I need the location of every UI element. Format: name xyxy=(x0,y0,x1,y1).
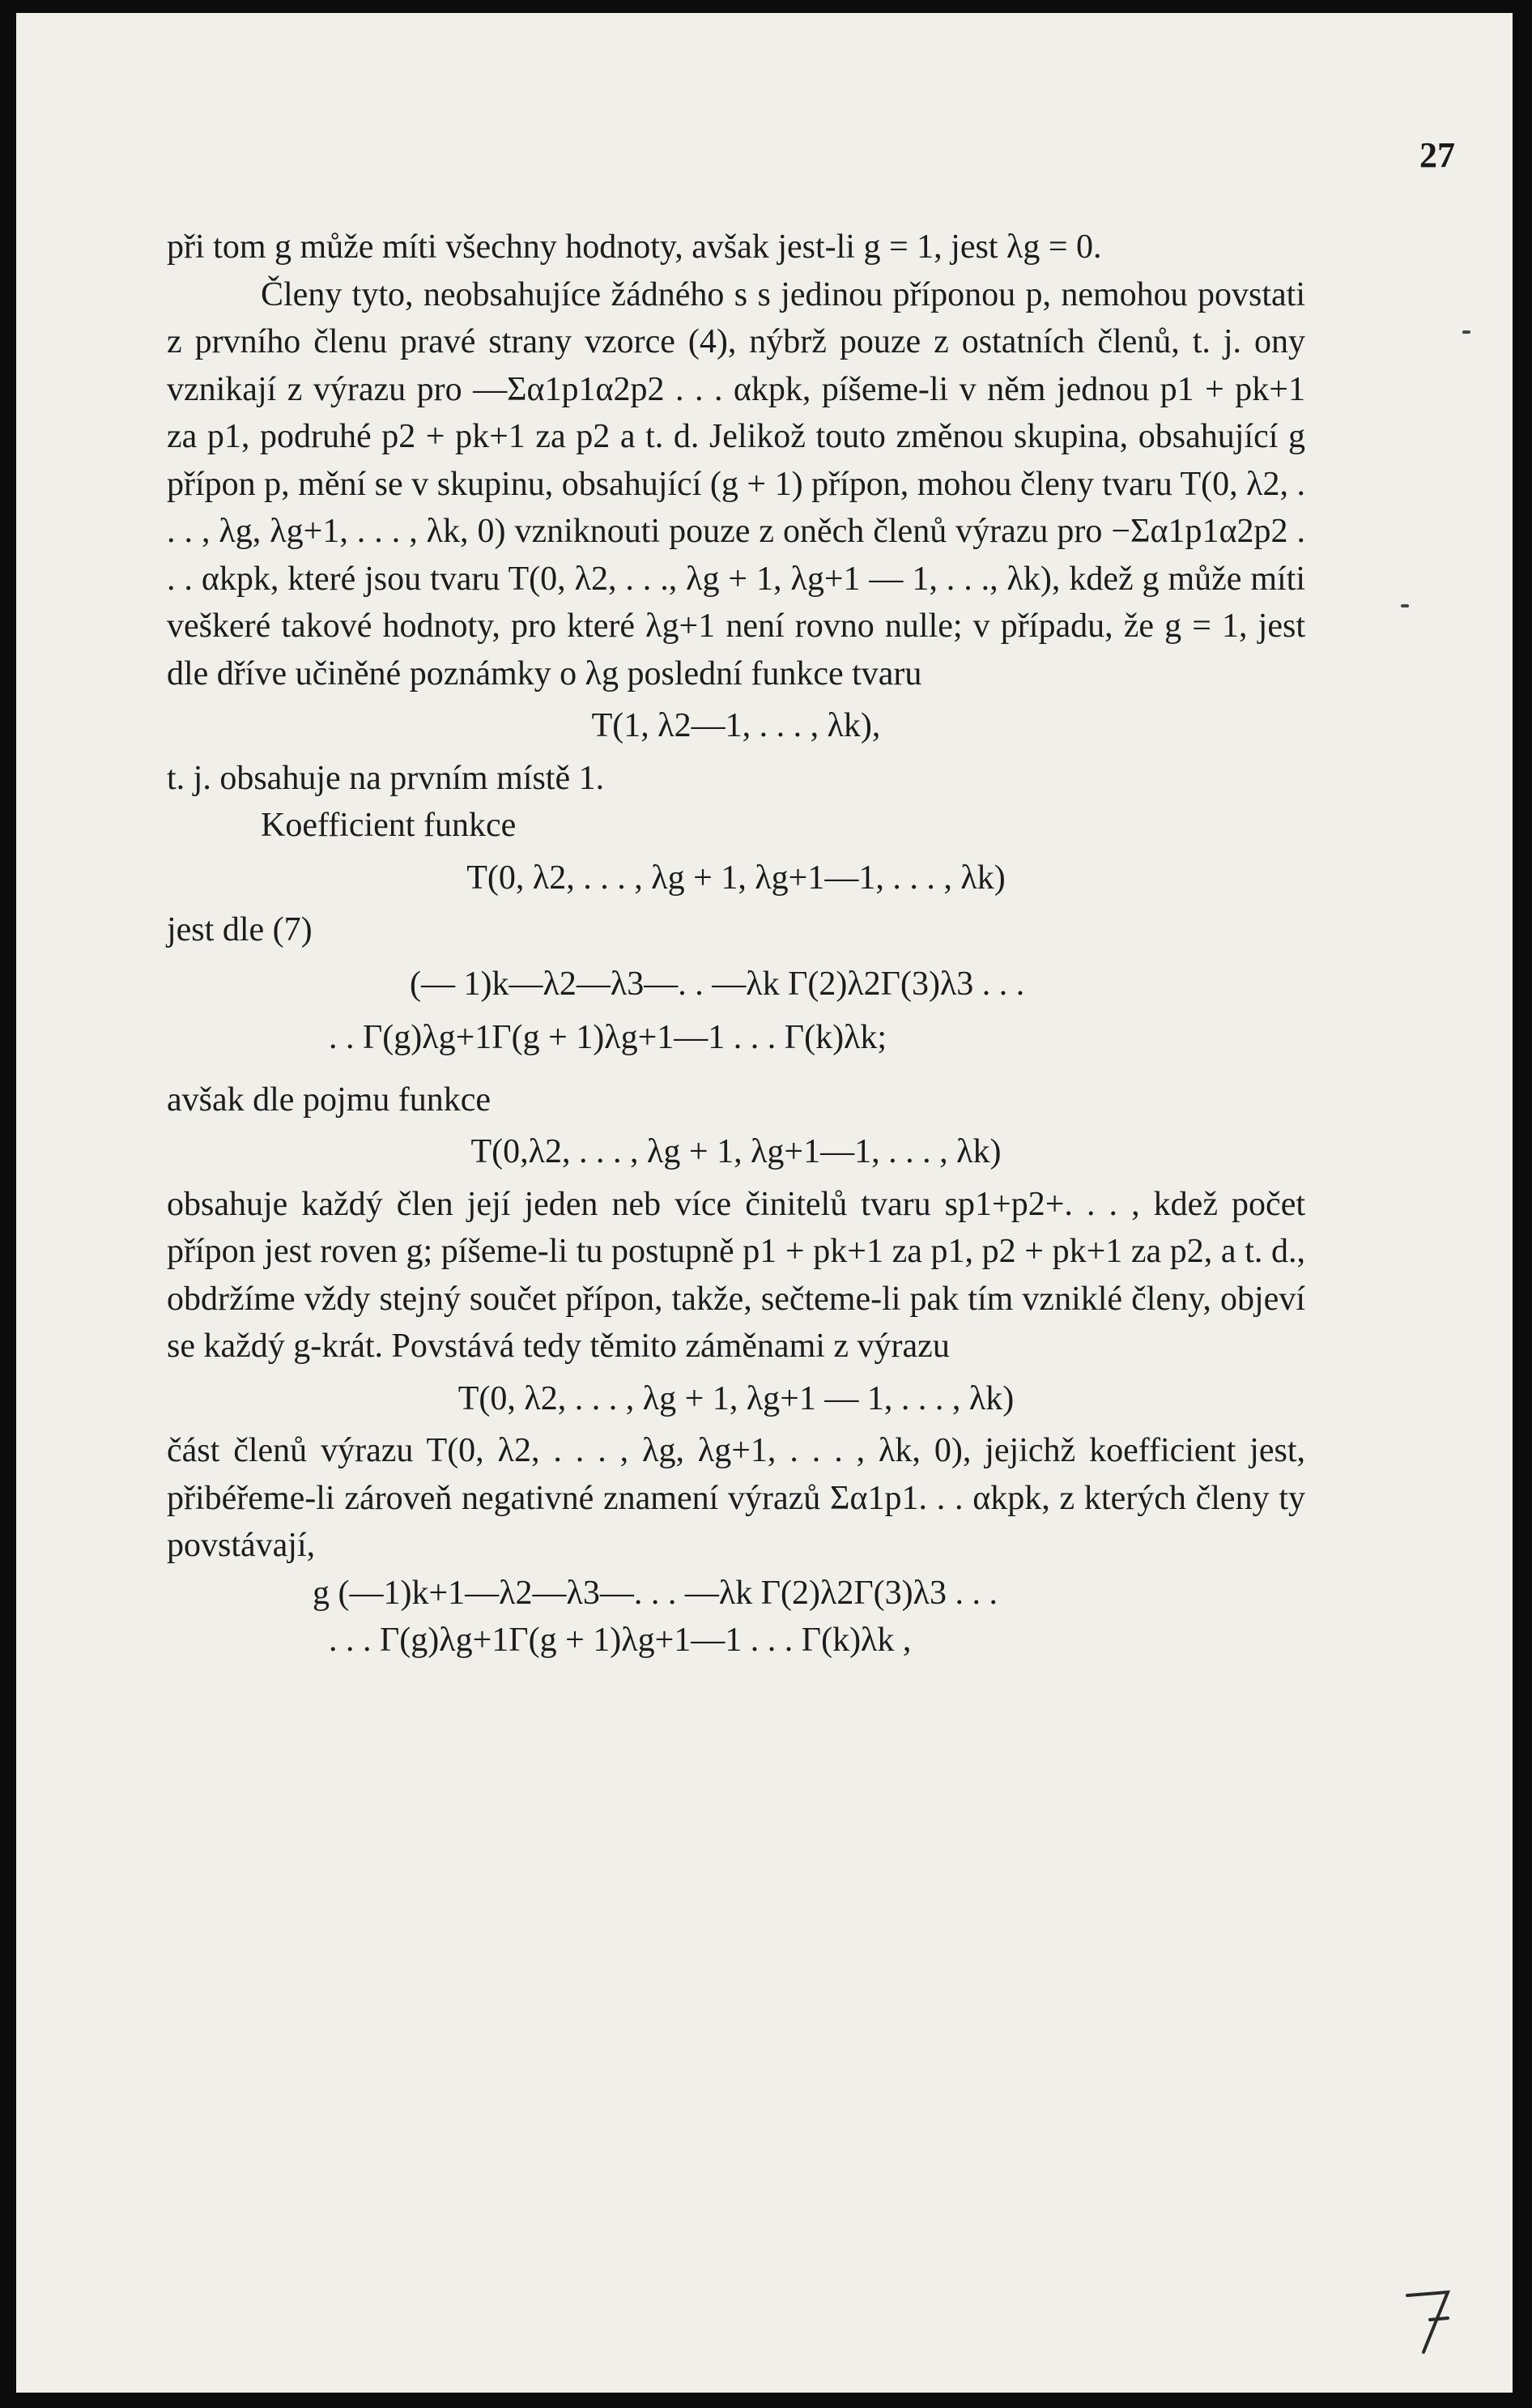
formula: T(0, λ2, . . . , λg + 1, λg+1 — 1, . . . , λk) xyxy=(457,1379,1015,1417)
formula: (— 1)k—λ2—λ3—. . —λk Γ(2)λ2Γ(3)λ3 . . . xyxy=(410,965,1025,1003)
pencil-scribble-icon xyxy=(1391,2271,1464,2360)
paragraph: obsahuje každý člen její jeden neb více činitelů tvaru sp1+p2+. . . , kdež počet přípon jest roven g; píšeme-li tu postupně p1 + pk+1 za p1, p2 + pk+1 za p2, a t. d., obdržíme vždy stejný součet přípon, takže, sečteme-li pak tím vzniklé členy, objeví se každý g-krát. Povstává tedy těmito záměnami z výrazu xyxy=(167,1185,1305,1365)
text-line: jest dle (7) xyxy=(167,911,313,948)
speck-mark xyxy=(1462,330,1470,334)
formula: T(1, λ2—1, . . . , λk), xyxy=(591,707,881,744)
formula: T(0,λ2, . . . , λg + 1, λg+1—1, . . . , λk) xyxy=(470,1133,1002,1170)
formula: T(0, λ2, . . . , λg + 1, λg+1—1, . . . , λk) xyxy=(466,859,1006,897)
paragraph: Koefficient funkce xyxy=(261,807,517,844)
text-line: avšak dle pojmu funkce xyxy=(167,1080,492,1119)
text-line: při tom g může míti všechny hodnoty, avšak jest-li g = 1, jest λg = 0. xyxy=(167,228,1102,266)
book-page xyxy=(16,13,1513,2393)
speck-mark xyxy=(1401,604,1409,607)
formula: . . . Γ(g)λg+1Γ(g + 1)λg+1—1 . . . Γ(k)λk , xyxy=(329,1622,912,1659)
paragraph: část členů výrazu T(0, λ2, . . . , λg, λg+1, . . . , λk, 0), jejichž koefficient jest, přibéřeme-li zároveň negativné znamení výrazů Σα1p1. . . αkpk, z kterých členy ty povstávají, xyxy=(167,1432,1305,1564)
paragraph: Členy tyto, neobsahujíce žádného s s jedinou příponou p, nemohou povstati z prvního členu pravé strany vzorce (4), nýbrž pouze z ostatních členů, t. j. ony vznikají z výrazu pro —Σα1p1α2p2 . . . αkpk, píšeme-li v něm jednou p1 + pk+1 za p1, podruhé p2 + pk+1 za p2 a t. d. Jelikož touto změnou skupina, obsahující g přípon p, mění se v skupinu, obsahující (g + 1) přípon, mohou členy tvaru T(0, λ2, . . . , λg, λg+1, . . . , λk, 0) vzniknouti pouze z oněch členů výrazu pro −Σα1p1α2p2 . . . αkpk, které jsou tvaru T(0, λ2, . . ., λg + 1, λg+1 — 1, . . ., λk), kdež g může míti veškeré takové hodnoty, pro které λg+1 není rovno nulle; v případu, že g = 1, jest dle dříve učiněné poznámky o λg poslední funkce tvaru xyxy=(167,275,1305,693)
page-number: 27 xyxy=(1419,135,1455,175)
formula: . . Γ(g)λg+1Γ(g + 1)λg+1—1 . . . Γ(k)λk; xyxy=(329,1019,887,1056)
page-text xyxy=(167,224,1305,1664)
formula: g (—1)k+1—λ2—λ3—. . . —λk Γ(2)λ2Γ(3)λ3 . . . xyxy=(313,1574,998,1612)
spacer xyxy=(167,1062,1305,1076)
text-line: t. j. obsahuje na prvním místě 1. xyxy=(167,759,605,797)
